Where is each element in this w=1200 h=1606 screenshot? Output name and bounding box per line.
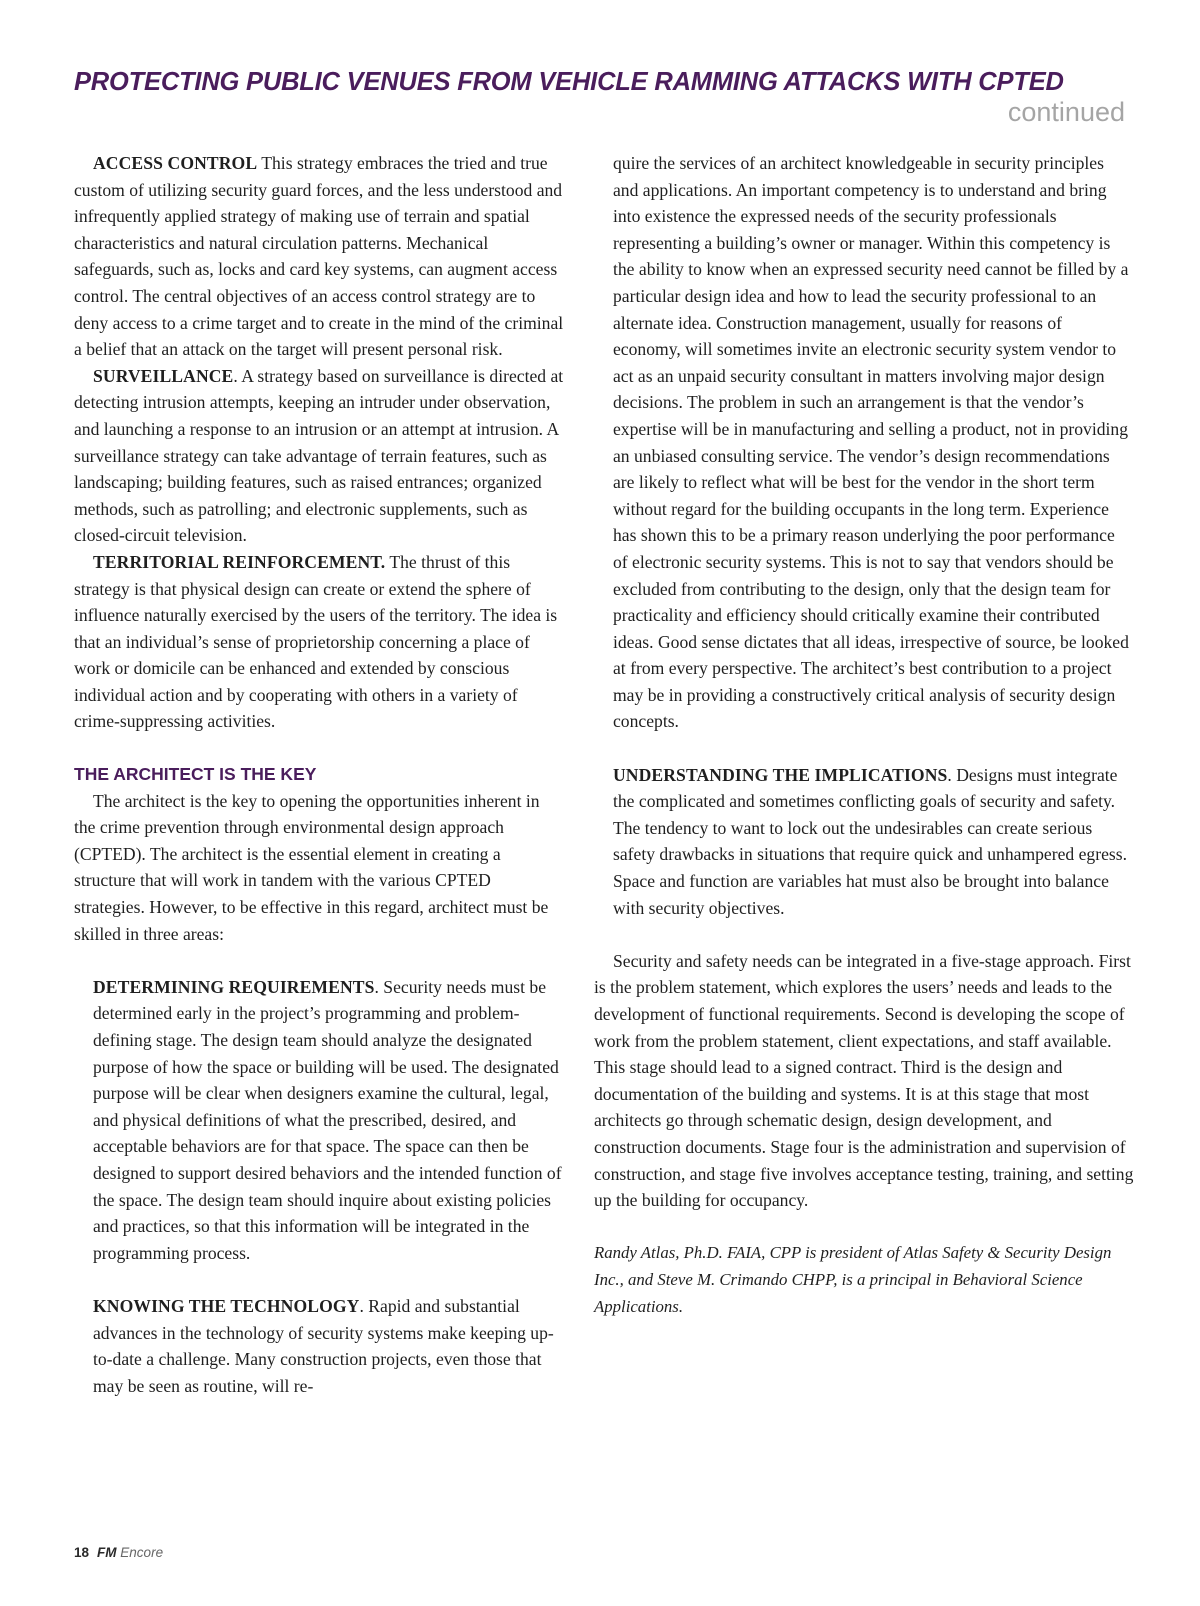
architect-paragraph: The architect is the key to opening the opportunities inherent in the crime prevention through environmental design approach (CPTED). The architect is the essential element in creating a structure that will work in tandem with the various CPTED strategies. However, to be effective in this regard, architect must be skilled in three areas: xyxy=(74,790,549,944)
right-column xyxy=(594,150,1134,1320)
surveillance-lead: SURVEILLANCE xyxy=(93,365,234,386)
surveillance-paragraph xyxy=(74,363,564,549)
territorial-lead: TERRITORIAL REINFORCEMENT. xyxy=(93,551,386,572)
access-control-lead: ACCESS CONTROL xyxy=(93,153,258,173)
architect-heading: THE ARCHITECT IS THE KEY xyxy=(74,764,317,785)
knowing-text: . Rapid and substantial advances in the technology of security systems make keeping up-to-date a challenge. Many construction projects, even those that may be seen as routine, will re- xyxy=(93,1295,554,1396)
surveillance-text: . A strategy based on surveillance is directed at detecting intrusion attempts, keeping an intruder under observation, and launching a response to an intrusion or an attempt at intrusion. A surveillance strategy can take advantage of terrain features, such as landscaping; building features, such as raised entrances; organized methods, such as patrolling; and electronic supplements, such as closed-circuit television. xyxy=(74,365,564,546)
understanding-text: . Designs must integrate the complicated and sometimes conflicting goals of security and safety. The tendency to want to lock out the undesirables can create serious safety drawbacks in situations that require quick and unhampered egress. Space and function are variables hat must also be brought into balance with security objectives. xyxy=(613,764,1127,918)
access-control-paragraph xyxy=(74,150,564,363)
publication-fm: FM xyxy=(97,1545,117,1560)
author-bio: Randy Atlas, Ph.D. FAIA, CPP is president of Atlas Safety & Security Design Inc., and Steve M. Crimando CHPP, is a principal in Behavioral Science Applications. xyxy=(594,1243,1112,1316)
understanding-lead: UNDERSTANDING THE IMPLICATIONS xyxy=(613,764,948,785)
territorial-paragraph xyxy=(74,549,564,735)
determining-text: . Security needs must be determined early in the project’s programming and problem-defining stage. The design team should analyze the designated purpose of how the space or building will be used. The designated purpose will be clear when designers examine the cultural, legal, and physical definitions of what the prescribed, desired, and acceptable behaviors are for that space. The space can then be designed to support desired behaviors and the intended function of the space. The design team should inquire about existing policies and practices, so that this information will be integrated in the programming process. xyxy=(93,976,562,1263)
continued-label: continued xyxy=(1007,97,1125,127)
determining-paragraph xyxy=(74,974,564,1267)
five-stage-paragraph: Security and safety needs can be integrated in a five-stage approach. First is the problem statement, which explores the users’ needs and leads to the development of functional requirements. Second is developing the scope of work from the problem statement, client expectations, and staff available. This stage should lead to a signed contract. Third is the design and documentation of the building and systems. It is at this stage that most architects go through schematic design, design development, and construction documents. Stage four is the administration and supervision of construction, and stage five involves acceptance testing, training, and setting up the building for occupancy. xyxy=(594,950,1134,1211)
territorial-text: The thrust of this strategy is that physical design can create or extend the sphere of influence naturally exercised by the users of the territory. The idea is that an individual’s sense of proprietorship concerning a place of work or domicile can be enhanced and extended by conscious individual action and by cooperating with others in a variety of crime-suppressing activities. xyxy=(74,551,558,732)
article-title: PROTECTING PUBLIC VENUES FROM VEHICLE RAMMING ATTACKS WITH CPTED xyxy=(74,68,1064,96)
page-footer xyxy=(74,1545,163,1560)
publication-encore: Encore xyxy=(120,1545,164,1560)
understanding-paragraph xyxy=(613,762,1133,922)
left-column xyxy=(74,150,564,1399)
knowing-continued-paragraph: quire the services of an architect knowledgeable in security principles and applications. An important competency is to understand and bring into existence the expressed needs of the security professionals representing a building’s owner or manager. Within this competency is the ability to know when an expressed security need cannot be filled by a particular design idea and how to lead the security professional to an alternate idea. Construction management, usually for reasons of economy, will sometimes invite an electronic security system vendor to act as an unpaid security consultant in matters involving major design decisions. The problem in such an arrangement is that the vendor’s expertise will be in manufacturing and selling a product, not in providing an unbiased consulting service. The vendor’s design recommendations are likely to reflect what will be best for the vendor in the short term without regard for the building occupants in the long term. Experience has shown this to be a primary reason underlying the poor performance of electronic security systems. This is not to say that vendors should be excluded from contributing to the design, only that the design team for practicality and efficiency should critically examine their contributed ideas. Good sense dictates that all ideas, irrespective of source, be looked at from every perspective. The architect’s best contribution to a project may be in providing a constructively critical analysis of security design concepts. xyxy=(613,153,1129,732)
access-control-text: This strategy embraces the tried and true custom of utilizing security guard forces, and the less understood and infrequently applied strategy of making use of terrain and spatial characteristics and natural circulation patterns. Mechanical safeguards, such as, locks and card key systems, can augment access control. The central objectives of an access control strategy are to deny access to a crime target and to create in the mind of the criminal a belief that an attack on the target will present personal risk. xyxy=(74,153,564,360)
knowing-lead: KNOWING THE TECHNOLOGY xyxy=(93,1295,360,1316)
determining-lead: DETERMINING REQUIREMENTS xyxy=(93,976,375,997)
page-number: 18 xyxy=(74,1545,90,1560)
knowing-paragraph xyxy=(74,1293,564,1399)
